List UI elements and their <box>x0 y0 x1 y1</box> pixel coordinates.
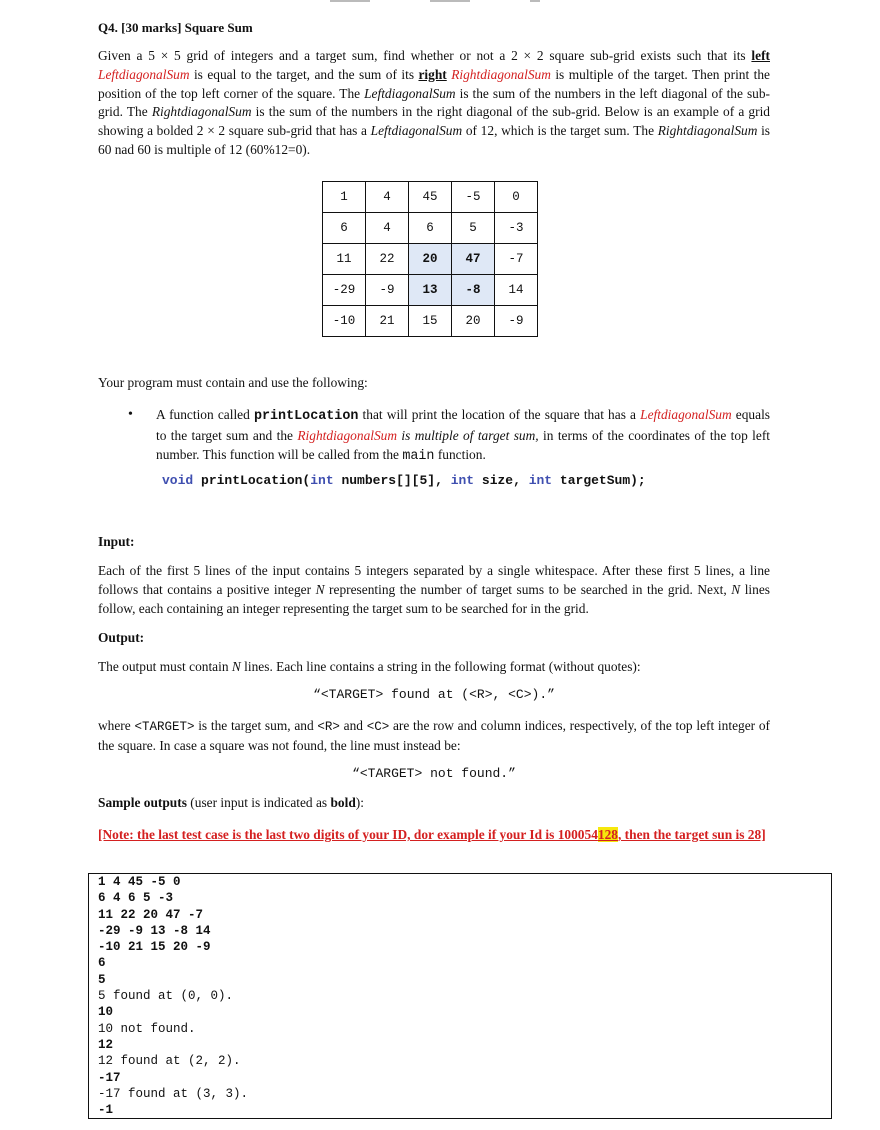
grid-cell: -7 <box>495 244 538 275</box>
input-description: Each of the first 5 lines of the input contains 5 integers separated by a single whitespace. After these first 5 lines, a line follows that contains a positive integer N representing the number of target sums to be searched in the grid. Next, N lines follow, each containing an integer representing the target sum to be searched for in the grid. <box>98 563 771 616</box>
console-input-line: -29 -9 13 -8 14 <box>98 923 211 938</box>
grid-cell: 4 <box>366 182 409 213</box>
grid-cell: 6 <box>409 213 452 244</box>
grid-cell: -3 <box>495 213 538 244</box>
console-input-line: 6 4 6 5 -3 <box>98 891 174 906</box>
grid-cell: 14 <box>495 275 538 306</box>
console-input-line: 6 <box>98 956 106 971</box>
requirement-bullet: A function called printLocation that will print the location of the square that has a LeftdiagonalSum equals to the target sum and the RightdiagonalSum is multiple of target sum, in terms of the coordinates of the top left number. This function will be called from the main function. <box>156 407 771 464</box>
grid-cell: 6 <box>323 213 366 244</box>
grid-cell: 20 <box>452 306 495 337</box>
grid-cell: 0 <box>495 182 538 213</box>
grid-row <box>323 182 538 213</box>
console-output-line: 12 found at (2, 2). <box>98 1054 241 1069</box>
grid-cell: 13 <box>409 275 452 306</box>
grid-cell: 5 <box>452 213 495 244</box>
sample-console <box>88 873 832 1119</box>
grid-row <box>323 244 538 275</box>
console-input-line: 10 <box>98 1005 114 1020</box>
grid-cell: -29 <box>323 275 366 306</box>
console-output-line: 10 not found. <box>98 1021 196 1036</box>
grid-row <box>323 306 538 337</box>
console-input-line: 12 <box>98 1037 114 1052</box>
grid-cell: -9 <box>495 306 538 337</box>
grid-cell: -5 <box>452 182 495 213</box>
console-output-line: -17 found at (3, 3). <box>98 1086 249 1101</box>
grid-cell: -9 <box>366 275 409 306</box>
example-grid <box>322 181 538 337</box>
grid-row <box>323 213 538 244</box>
output-description: The output must contain N lines. Each line contains a string in the following format (without quotes): <box>98 659 641 674</box>
question-title: Q4. [30 marks] Square Sum <box>98 20 253 35</box>
console-output-line: 5 found at (0, 0). <box>98 989 234 1004</box>
grid-row <box>323 275 538 306</box>
console-input-line: 11 22 20 47 -7 <box>98 907 204 922</box>
grid-cell: 47 <box>452 244 495 275</box>
grid-cell: 1 <box>323 182 366 213</box>
function-prototype: void printLocation(int numbers[][5], int size, int targetSum); <box>162 473 646 488</box>
grid-cell: -10 <box>323 306 366 337</box>
grid-cell: 20 <box>409 244 452 275</box>
bullet-dot: • <box>128 407 133 422</box>
console-input-line: 1 4 45 -5 0 <box>98 875 181 889</box>
requirements-intro: Your program must contain and use the following: <box>98 375 368 390</box>
grid-cell: 22 <box>366 244 409 275</box>
console-input-line: -1 <box>98 1103 114 1118</box>
grid-cell: 45 <box>409 182 452 213</box>
grid-cell: 4 <box>366 213 409 244</box>
grid-cell: 21 <box>366 306 409 337</box>
console-input-line: -10 21 15 20 -9 <box>98 940 211 955</box>
id-note: [Note: the last test case is the last two digits of your ID, dor example if your Id is 100054128, then the target sun is 28] <box>98 827 766 842</box>
sample-heading: Sample outputs (user input is indicated as bold): <box>98 795 364 810</box>
where-description: where <TARGET> is the target sum, and <R> and <C> are the row and column indices, respectively, of the top left integer of the square. In case a square was not found, the line must instead be: <box>98 718 770 753</box>
grid-cell: 11 <box>323 244 366 275</box>
found-format: “<TARGET> found at (<R>, <C>).” <box>313 687 555 702</box>
output-heading: Output: <box>98 630 145 645</box>
not-found-format: “<TARGET> not found.” <box>352 766 516 781</box>
grid-cell: 15 <box>409 306 452 337</box>
input-heading: Input: <box>98 534 135 549</box>
console-input-line: -17 <box>98 1070 121 1085</box>
top-page-rule <box>330 0 540 2</box>
intro-paragraph: Given a 5 × 5 grid of integers and a target sum, find whether or not a 2 × 2 square sub-grid exists such that its left LeftdiagonalSum is equal to the target, and the sum of its right RightdiagonalSum is multiple of the target. Then print the position of the top left corner of the square. The LeftdiagonalSum is the sum of the numbers in the left diagonal of the sub-grid. The RightdiagonalSum is the sum of the numbers in the right diagonal of the sub-grid. Below is an example of a grid showing a bolded 2 × 2 square sub-grid that has a LeftdiagonalSum of 12, which is the target sum. The RightdiagonalSum is 60 nad 60 is multiple of 12 (60%12=0). <box>98 48 771 157</box>
console-input-line: 5 <box>98 972 106 987</box>
grid-cell: -8 <box>452 275 495 306</box>
